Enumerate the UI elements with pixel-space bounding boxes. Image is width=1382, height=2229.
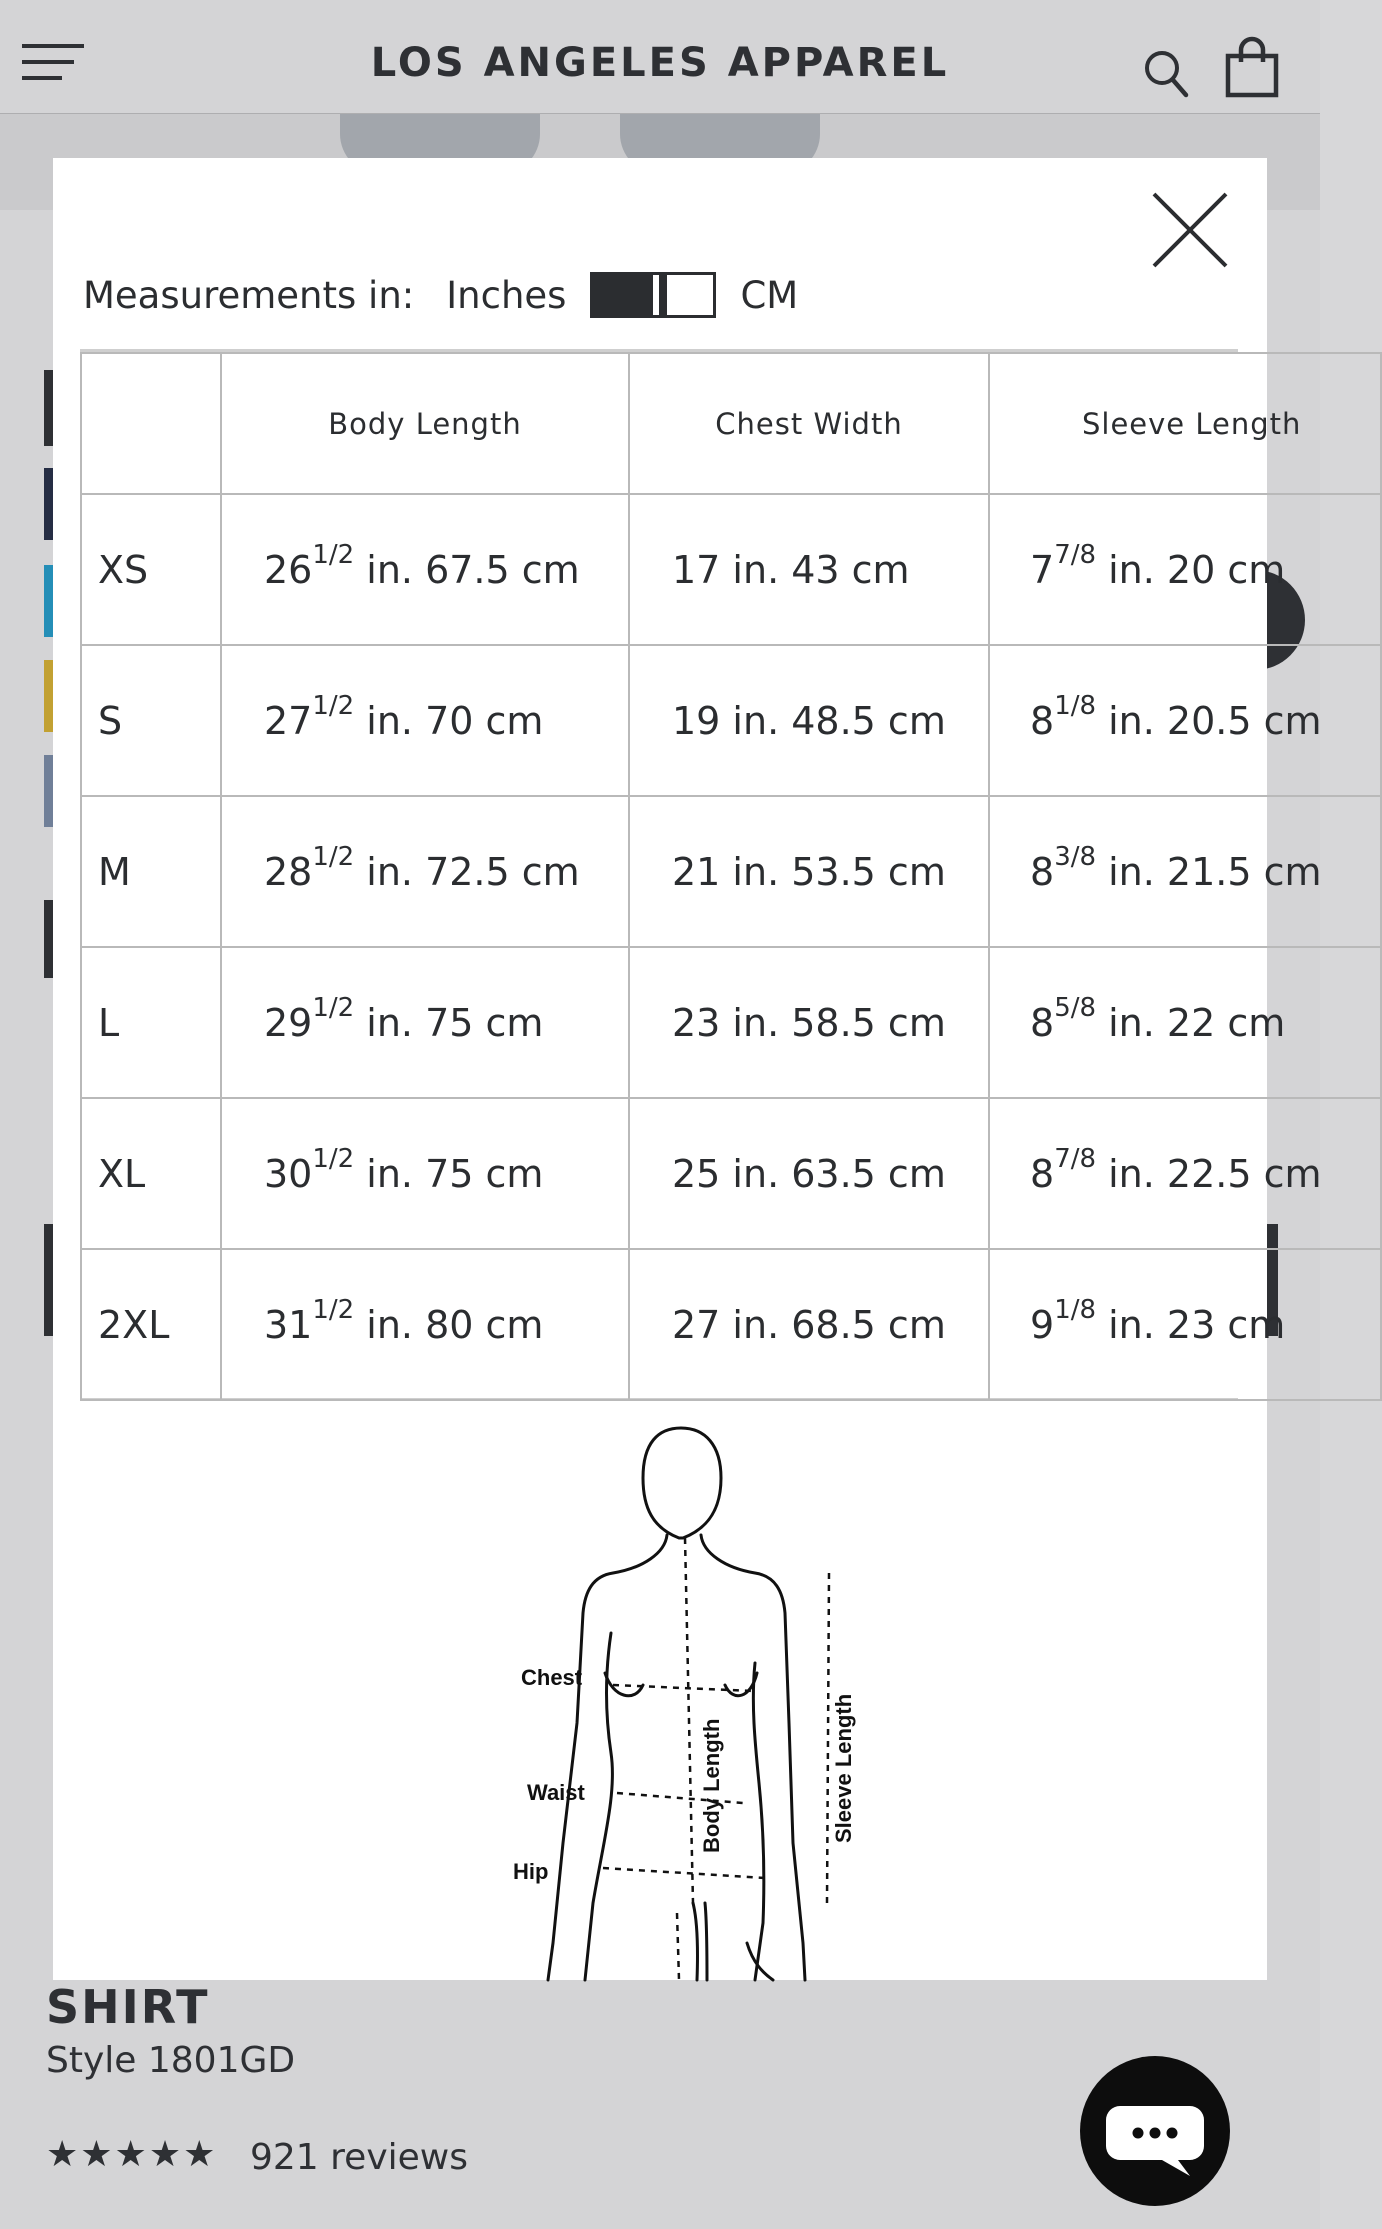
sleeve-length-cell xyxy=(989,494,1381,645)
fraction: 1/2 xyxy=(312,690,355,721)
chest-width-cell: 17 in. 43 cm xyxy=(629,494,989,645)
size-chart-modal xyxy=(53,158,1322,1980)
fraction: 7/8 xyxy=(1054,1143,1097,1174)
whole-number: 9 xyxy=(1030,1302,1055,1347)
measurement-rest: in. 23 cm xyxy=(1096,1302,1286,1347)
chat-bubble-icon xyxy=(1080,2056,1230,2206)
units-label: Measurements in: xyxy=(83,273,415,317)
figure-label-chest: Chest xyxy=(521,1665,583,1690)
chest-width-cell: 25 in. 63.5 cm xyxy=(629,1098,989,1249)
measurement-rest: in. 75 cm xyxy=(354,1151,544,1196)
table-row xyxy=(81,796,1381,947)
size-cell: 2XL xyxy=(81,1249,221,1400)
body-length-cell xyxy=(221,947,629,1098)
fraction: 1/2 xyxy=(312,841,355,872)
measurement-rest: in. 75 cm xyxy=(354,1000,544,1045)
chest-width-cell: 19 in. 48.5 cm xyxy=(629,645,989,796)
figure-label-body-length: Body Length xyxy=(699,1718,724,1853)
measurement-rest: in. 72.5 cm xyxy=(354,849,580,894)
close-icon[interactable] xyxy=(1148,188,1232,272)
table-row xyxy=(81,645,1381,796)
body-length-cell xyxy=(221,645,629,796)
units-toggle[interactable] xyxy=(590,272,716,318)
measurement-rest: in. 22.5 cm xyxy=(1096,1151,1322,1196)
size-cell: M xyxy=(81,796,221,947)
product-name: SHIRT xyxy=(46,1980,210,2034)
table-header-row xyxy=(81,353,1381,494)
measurement-rest: in. 22 cm xyxy=(1096,1000,1286,1045)
figure-label-sleeve-length: Sleeve Length xyxy=(831,1693,856,1843)
toggle-knob xyxy=(659,275,667,315)
fraction: 5/8 xyxy=(1054,992,1097,1023)
fraction: 1/2 xyxy=(312,1143,355,1174)
measurement-rest: in. 80 cm xyxy=(354,1302,544,1347)
chest-width-cell: 21 in. 53.5 cm xyxy=(629,796,989,947)
unit-cm-label[interactable]: CM xyxy=(740,273,799,317)
figure-label-hip: Hip xyxy=(513,1859,549,1884)
rating-stars[interactable]: ★★★★★ xyxy=(46,2134,218,2175)
column-header-chest-width: Chest Width xyxy=(629,353,989,494)
chest-width-cell: 23 in. 58.5 cm xyxy=(629,947,989,1098)
table-row xyxy=(81,947,1381,1098)
table-row xyxy=(81,1249,1381,1400)
measurement-figure xyxy=(493,1423,873,1980)
fraction: 1/2 xyxy=(312,1294,355,1325)
whole-number: 8 xyxy=(1030,698,1055,743)
sleeve-length-cell xyxy=(989,796,1381,947)
column-header-sleeve-length: Sleeve Length xyxy=(989,353,1381,494)
whole-number: 26 xyxy=(264,547,313,592)
whole-number: 8 xyxy=(1030,1151,1055,1196)
fraction: 1/8 xyxy=(1054,1294,1097,1325)
product-style: Style 1801GD xyxy=(46,2040,296,2081)
whole-number: 27 xyxy=(264,698,313,743)
measurement-rest: in. 67.5 cm xyxy=(354,547,580,592)
size-table xyxy=(80,352,1382,1401)
units-switch-row xyxy=(83,270,798,320)
body-length-cell xyxy=(221,494,629,645)
whole-number: 28 xyxy=(264,849,313,894)
body-length-cell xyxy=(221,1098,629,1249)
fraction: 1/8 xyxy=(1054,690,1097,721)
toggle-fill xyxy=(593,275,653,315)
measurement-rest: in. 20 cm xyxy=(1096,547,1286,592)
column-header-body-length: Body Length xyxy=(221,353,629,494)
size-cell: L xyxy=(81,947,221,1098)
chat-button[interactable] xyxy=(1080,2056,1230,2206)
whole-number: 30 xyxy=(264,1151,313,1196)
size-cell: XL xyxy=(81,1098,221,1249)
body-length-cell xyxy=(221,1249,629,1400)
size-cell: XS xyxy=(81,494,221,645)
whole-number: 8 xyxy=(1030,1000,1055,1045)
whole-number: 8 xyxy=(1030,849,1055,894)
figure-label-waist: Waist xyxy=(527,1780,585,1805)
measurement-rest: in. 21.5 cm xyxy=(1096,849,1322,894)
size-cell: S xyxy=(81,645,221,796)
whole-number: 7 xyxy=(1030,547,1055,592)
fraction: 7/8 xyxy=(1054,539,1097,570)
whole-number: 31 xyxy=(264,1302,313,1347)
brand-logo[interactable]: LOS ANGELES APPAREL xyxy=(370,40,950,86)
sleeve-length-cell xyxy=(989,645,1381,796)
table-row xyxy=(81,494,1381,645)
chest-width-cell: 27 in. 68.5 cm xyxy=(629,1249,989,1400)
fraction: 1/2 xyxy=(312,539,355,570)
measurement-rest: in. 70 cm xyxy=(354,698,544,743)
fraction: 1/2 xyxy=(312,992,355,1023)
body-length-cell xyxy=(221,796,629,947)
measurement-rest: in. 20.5 cm xyxy=(1096,698,1322,743)
column-header xyxy=(81,353,221,494)
whole-number: 29 xyxy=(264,1000,313,1045)
sleeve-length-cell xyxy=(989,1098,1381,1249)
reviews-link[interactable]: 921 reviews xyxy=(250,2137,468,2178)
table-row xyxy=(81,1098,1381,1249)
sleeve-length-cell xyxy=(989,1249,1381,1400)
sleeve-length-cell xyxy=(989,947,1381,1098)
unit-inches-label[interactable]: Inches xyxy=(446,273,567,317)
fraction: 3/8 xyxy=(1054,841,1097,872)
size-table-scroll[interactable] xyxy=(80,349,1322,1401)
